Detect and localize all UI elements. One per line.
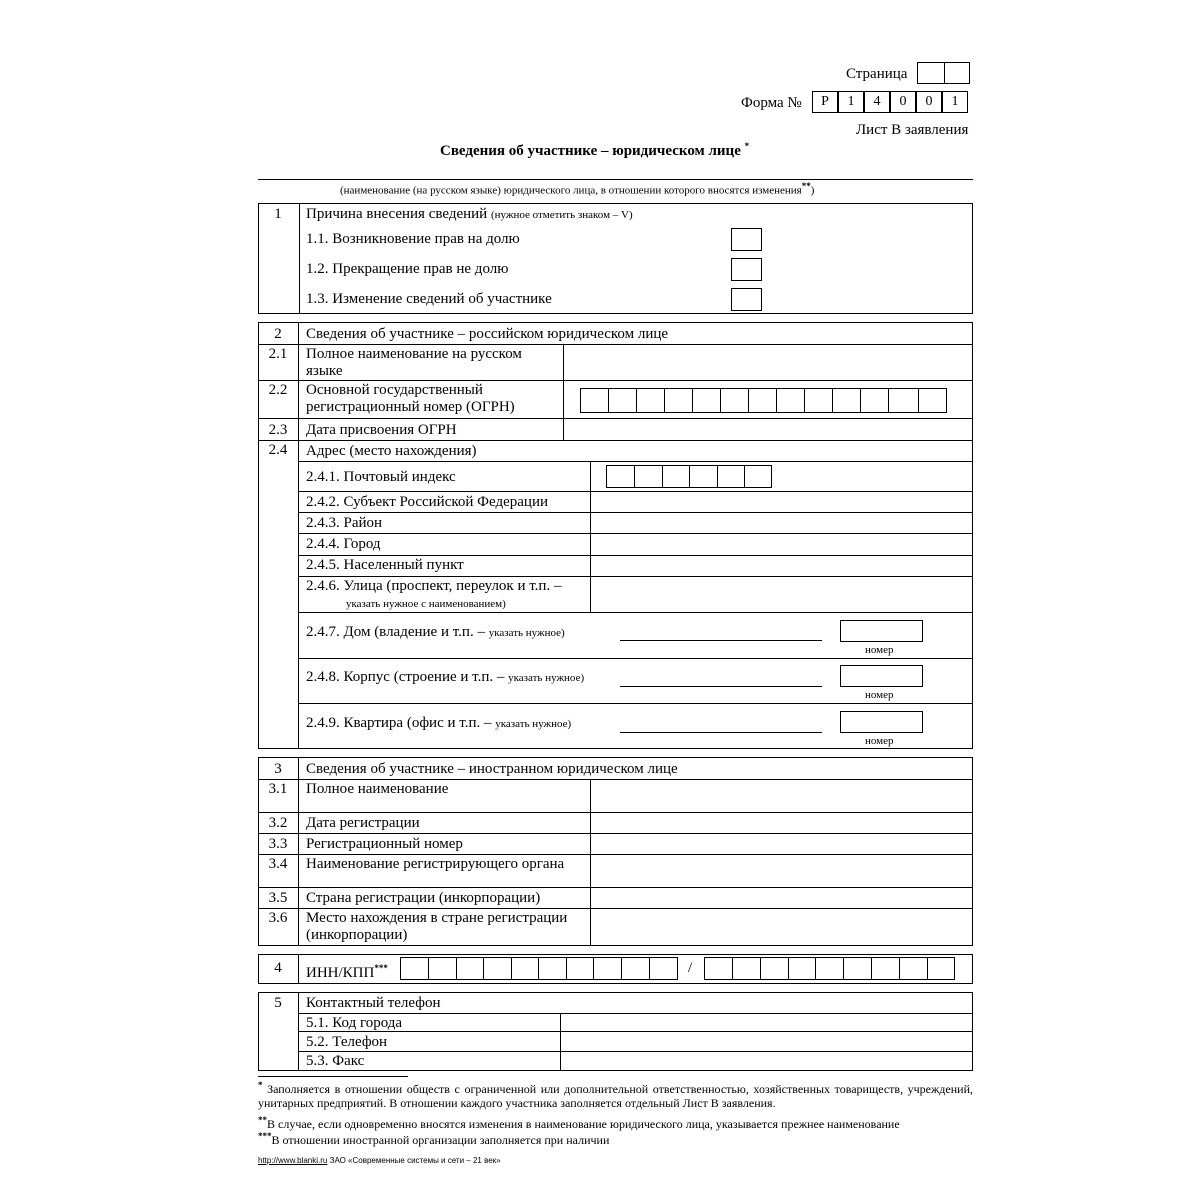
form-digit: 4: [864, 91, 890, 113]
subject-label: 2.4.2. Субъект Российской Федерации: [306, 494, 549, 510]
row-3-5-label: Страна регистрации (инкорпорации): [306, 890, 541, 906]
row-3-3-label: Регистрационный номер: [306, 836, 463, 852]
district-field[interactable]: [592, 514, 972, 532]
section-5-title: Контактный телефон: [306, 995, 441, 1011]
name-caption: [340, 181, 814, 197]
form-title-text: Сведения об участнике – юридическом лице: [440, 143, 741, 159]
section-1-title-text: Причина внесения сведений: [306, 206, 488, 222]
footnote-1-text: Заполняется в отношении обществ с ограниченной или дополнительной ответственностью, хозяйственных товариществ, учреждений, унитарных предприятий. В отношении каждого участника заполняется отдельный Лист В заявления.: [258, 1082, 973, 1110]
reason-1-3-checkbox[interactable]: [731, 288, 762, 311]
city-label: 2.4.4. Город: [306, 536, 381, 552]
footnote-3-text: В отношении иностранной организации заполняется при наличии: [271, 1133, 610, 1147]
row-3-6-label: Место нахождения в стране регистрации (инкорпорации): [306, 910, 568, 943]
flat-type-field[interactable]: [620, 732, 822, 733]
postal-code-boxes[interactable]: [606, 465, 772, 488]
full-name-ru-field[interactable]: [565, 346, 971, 379]
source-link[interactable]: http://www.blanki.ru: [258, 1156, 328, 1165]
section-5-number: 5: [274, 995, 282, 1011]
subject-field[interactable]: [592, 493, 972, 511]
postal-code-label: 2.4.1. Почтовый индекс: [306, 469, 456, 485]
inn-boxes[interactable]: [400, 957, 678, 980]
registration-number-field[interactable]: [592, 835, 972, 853]
section-1-number: 1: [274, 206, 282, 222]
fax-label: 5.3. Факс: [306, 1053, 365, 1069]
row-3-1-number: 3.1: [268, 781, 288, 797]
name-field-line[interactable]: [258, 179, 973, 180]
name-caption-mark: **: [801, 181, 811, 191]
page-number-boxes[interactable]: [917, 62, 970, 84]
kpp-boxes[interactable]: [704, 957, 955, 980]
row-3-6-number: 3.6: [268, 910, 288, 926]
section-1-title: [306, 206, 633, 224]
inn-kpp-label: [306, 960, 388, 982]
section-2-title: Сведения об участнике – российском юридическом лице: [306, 326, 669, 342]
row-2-2-number: 2.2: [268, 382, 288, 398]
inn-kpp-footnote-mark: ***: [374, 963, 388, 973]
registering-authority-field[interactable]: [592, 856, 972, 886]
form-number: [812, 91, 970, 113]
section-2-number: 2: [274, 326, 282, 342]
form-digit: 0: [890, 91, 916, 113]
name-caption-close: ): [810, 184, 815, 197]
name-caption-text: (наименование (на русском языке) юридического лица, в отношении которого вносятся изменения: [340, 184, 802, 197]
building-type-field[interactable]: [620, 686, 822, 687]
row-3-1-label: Полное наименование: [306, 781, 449, 797]
footnote-1: [258, 1078, 973, 1110]
city-code-field[interactable]: [562, 1014, 972, 1030]
row-3-4-label: Наименование регистрирующего органа: [306, 856, 565, 872]
row-3-5-number: 3.5: [268, 890, 288, 906]
flat-label: [306, 715, 571, 733]
row-2-3-number: 2.3: [268, 422, 288, 438]
row-2-2-label: Основной государственный регистрационный номер (ОГРН): [306, 382, 515, 415]
section-3-title: Сведения об участнике – иностранном юридическом лице: [306, 761, 678, 777]
row-3-2-label: Дата регистрации: [306, 815, 420, 831]
ogrn-date-field[interactable]: [565, 420, 971, 439]
row-2-4-label: Адрес (место нахождения): [306, 443, 477, 459]
reason-1-2-checkbox[interactable]: [731, 258, 762, 281]
house-label-text: 2.4.7. Дом (владение и т.п. –: [306, 624, 485, 640]
row-2-4-number: 2.4: [268, 442, 288, 458]
form-digit: 0: [916, 91, 942, 113]
locality-field[interactable]: [592, 557, 972, 575]
foreign-full-name-field[interactable]: [592, 781, 972, 811]
building-label-text: 2.4.8. Корпус (строение и т.п. –: [306, 669, 505, 685]
building-number-caption: номер: [865, 689, 894, 701]
city-field[interactable]: [592, 535, 972, 554]
street-field[interactable]: [592, 578, 972, 611]
row-2-1-label: Полное наименование на русском языке: [306, 346, 522, 379]
section-4-number: 4: [274, 960, 282, 976]
ogrn-boxes[interactable]: [580, 388, 947, 413]
inn-kpp-separator: /: [688, 960, 693, 976]
phone-field[interactable]: [562, 1032, 972, 1050]
house-label: [306, 624, 565, 642]
footnote-2-mark: **: [258, 1115, 267, 1125]
form-title: [440, 141, 749, 160]
registration-date-field[interactable]: [592, 814, 972, 832]
flat-hint: указать нужное): [495, 718, 572, 730]
reason-1-3-label: 1.3. Изменение сведений об участнике: [306, 291, 552, 307]
city-code-label: 5.1. Код города: [306, 1015, 403, 1031]
flat-label-text: 2.4.9. Квартира (офис и т.п. –: [306, 715, 492, 731]
form-digit: Р: [812, 91, 838, 113]
house-number-box[interactable]: [840, 620, 923, 642]
form-digit: 1: [838, 91, 864, 113]
fax-field[interactable]: [562, 1052, 972, 1070]
house-hint: указать нужное): [488, 627, 565, 639]
inn-kpp-label-text: ИНН/КПП: [306, 965, 375, 981]
phone-label: 5.2. Телефон: [306, 1034, 388, 1050]
section-1-hint: (нужное отметить знаком – V): [490, 209, 633, 221]
flat-number-caption: номер: [865, 735, 894, 747]
registration-country-field[interactable]: [592, 889, 972, 907]
reason-1-1-checkbox[interactable]: [731, 228, 762, 251]
form-digit: 1: [942, 91, 968, 113]
title-footnote-mark: *: [744, 141, 750, 151]
building-label: [306, 669, 584, 687]
footnote-3: [258, 1129, 973, 1147]
building-number-box[interactable]: [840, 665, 923, 687]
reason-1-1-label: 1.1. Возникновение прав на долю: [306, 231, 520, 247]
row-3-3-number: 3.3: [268, 836, 288, 852]
row-3-4-number: 3.4: [268, 856, 288, 872]
footnote-divider: [258, 1076, 408, 1077]
form-label: Форма №: [741, 95, 802, 111]
locality-label: 2.4.5. Населенный пункт: [306, 557, 464, 573]
district-label: 2.4.3. Район: [306, 515, 383, 531]
page-label: Страница: [846, 66, 908, 82]
footnote-2-text: В случае, если одновременно вносятся изменения в наименование юридического лица, указывается прежнее наименование: [267, 1117, 900, 1131]
footnote-1-mark: *: [258, 1080, 263, 1090]
source-company: ЗАО «Современные системы и сети – 21 век»: [329, 1156, 501, 1165]
section-3-number: 3: [274, 761, 282, 777]
house-number-caption: номер: [865, 644, 894, 656]
house-type-field[interactable]: [620, 640, 822, 641]
street-label: 2.4.6. Улица (проспект, переулок и т.п. –: [306, 578, 562, 594]
footnote-3-mark: ***: [258, 1131, 272, 1141]
row-2-3-label: Дата присвоения ОГРН: [306, 422, 457, 438]
row-2-1-number: 2.1: [268, 346, 288, 362]
reason-1-2-label: 1.2. Прекращение прав не долю: [306, 261, 509, 277]
flat-number-box[interactable]: [840, 711, 923, 733]
building-hint: указать нужное): [508, 672, 585, 684]
sheet-label: Лист В заявления: [856, 122, 969, 138]
foreign-address-field[interactable]: [592, 910, 972, 945]
source-line: [258, 1156, 501, 1165]
street-hint: указать нужное с наименованием): [346, 598, 506, 610]
row-3-2-number: 3.2: [268, 815, 288, 831]
